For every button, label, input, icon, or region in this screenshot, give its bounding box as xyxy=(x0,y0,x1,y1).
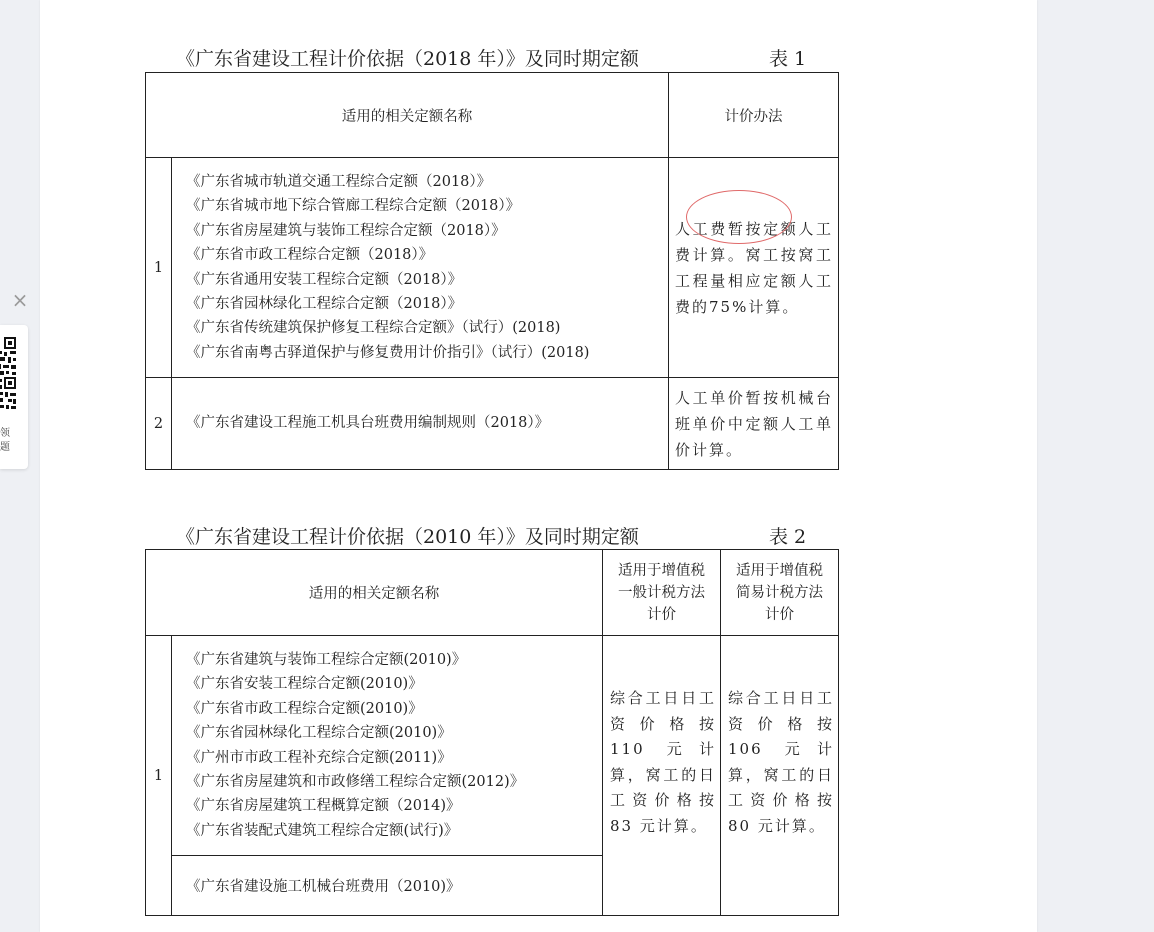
table2-header-name: 适用的相关定额名称 xyxy=(146,550,603,636)
norm-item: 《广东省市政工程综合定额（2018）》 xyxy=(186,247,434,264)
table2 xyxy=(145,549,839,916)
norm-item: 《广东省安装工程综合定额(2010)》 xyxy=(186,676,423,693)
norm-item: 《广东省园林绿化工程综合定额(2010)》 xyxy=(186,725,452,742)
pricing-method: 人工费暂按定额人工费计算。窝工按窝工工程量相应定额人工费的75%计算。 xyxy=(669,158,839,378)
close-icon[interactable]: × xyxy=(11,288,29,312)
table2-header-row xyxy=(146,550,839,636)
table1-title: 《广东省建设工程计价依据（2018 年）》及同时期定额 xyxy=(176,48,639,70)
table1-caption xyxy=(176,44,807,71)
table-row xyxy=(146,636,839,856)
table1-header-method: 计价办法 xyxy=(669,73,839,158)
qr-promo-label: 领 题 xyxy=(0,428,10,453)
row-number: 2 xyxy=(146,378,172,470)
qr-code-icon xyxy=(0,335,18,415)
pricing-method: 人工单价暂按机械台班单价中定额人工单价计算。 xyxy=(669,378,839,470)
table2-caption xyxy=(176,522,807,549)
norm-item: 《广东省传统建筑保护修复工程综合定额》（试行）(2018) xyxy=(186,320,561,337)
norm-item: 《广东省房屋建筑工程概算定额（2014)》 xyxy=(186,798,461,815)
qr-promo-panel[interactable] xyxy=(0,325,28,469)
norm-item: 《广东省南粤古驿道保护与修复费用计价指引》（试行）(2018) xyxy=(186,344,590,361)
norm-item: 《广东省市政工程综合定额(2010)》 xyxy=(186,700,423,717)
row-number: 1 xyxy=(146,158,172,378)
table1-header-name: 适用的相关定额名称 xyxy=(146,73,669,158)
norm-list xyxy=(172,378,669,470)
norm-list xyxy=(172,636,603,856)
table1-header-row xyxy=(146,73,839,158)
table2-number: 表 2 xyxy=(769,526,807,548)
norm-item: 《广州市市政工程补充综合定额(2011)》 xyxy=(186,749,452,766)
table-row xyxy=(146,378,839,470)
table1 xyxy=(145,72,839,470)
table-row xyxy=(146,158,839,378)
norm-item: 《广东省园林绿化工程综合定额（2018）》 xyxy=(186,295,463,312)
table1-number: 表 1 xyxy=(769,48,807,70)
simple-tax-pricing: 综合工日日工资价格按 106 元计算，窝工的日工资价格按 80 元计算。 xyxy=(721,636,839,916)
norm-item: 《广东省房屋建筑与装饰工程综合定额（2018）》 xyxy=(186,222,506,239)
norm-item: 《广东省建设工程施工机具台班费用编制规则（2018）》 xyxy=(186,415,550,432)
norm-item: 《广东省建设施工机械台班费用（2010)》 xyxy=(172,856,603,916)
norm-item: 《广东省城市轨道交通工程综合定额（2018）》 xyxy=(186,173,492,190)
table2-header-general: 适用于增值税一般计税方法计价 xyxy=(603,550,721,636)
norm-item: 《广东省房屋建筑和市政修缮工程综合定额(2012)》 xyxy=(186,773,525,790)
norm-item: 《广东省城市地下综合管廊工程综合定额（2018）》 xyxy=(186,198,521,215)
table2-header-simple: 适用于增值税简易计税方法计价 xyxy=(721,550,839,636)
general-tax-pricing: 综合工日日工资价格按 110 元计算，窝工的日工资价格按 83 元计算。 xyxy=(603,636,721,916)
norm-item: 《广东省建筑与装饰工程综合定额(2010)》 xyxy=(186,651,467,668)
norm-item: 《广东省装配式建筑工程综合定额(试行)》 xyxy=(186,822,459,839)
norm-list xyxy=(172,158,669,378)
row-number: 1 xyxy=(146,636,172,916)
norm-item: 《广东省通用安装工程综合定额（2018）》 xyxy=(186,271,463,288)
table2-title: 《广东省建设工程计价依据（2010 年）》及同时期定额 xyxy=(176,526,639,548)
